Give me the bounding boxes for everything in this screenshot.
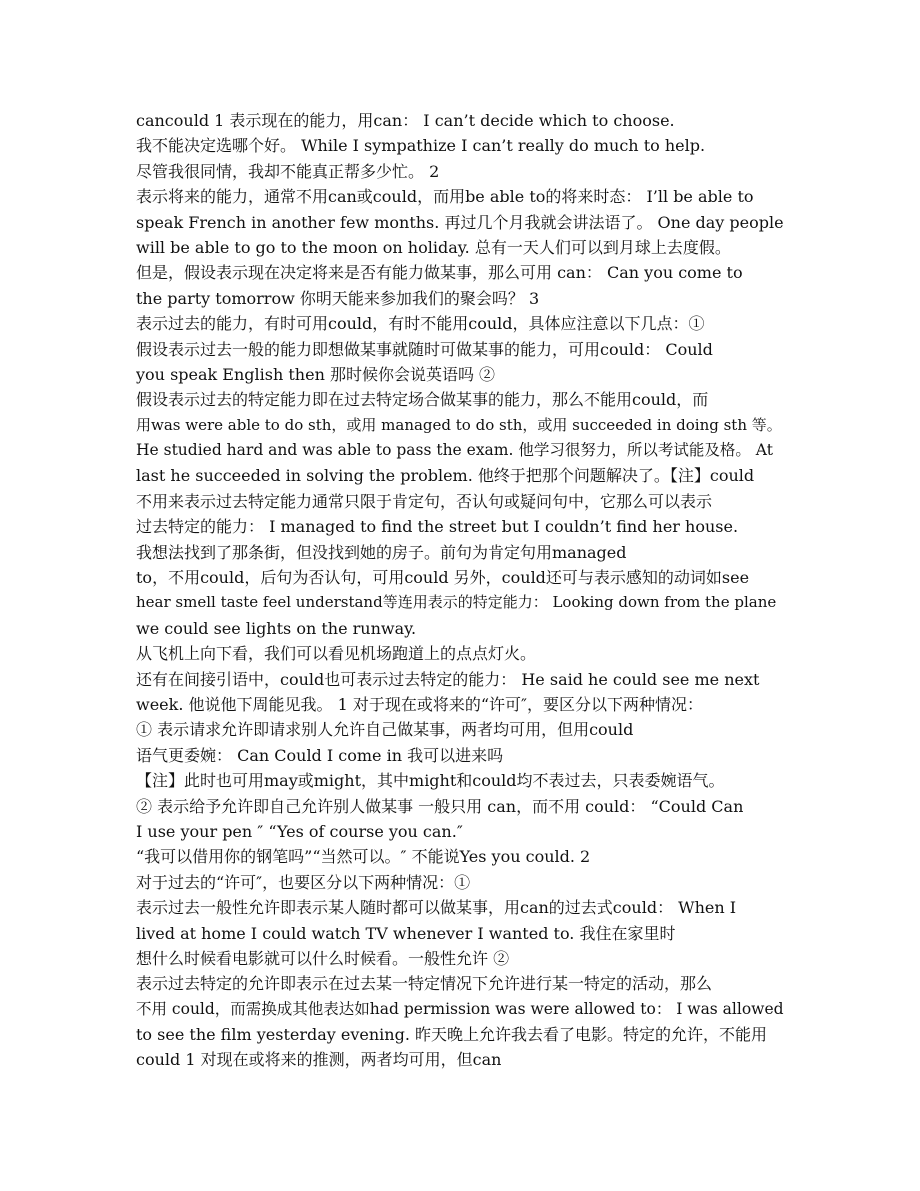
text-line: you speak English then 那时候你会说英语吗 ② — [136, 364, 496, 384]
document-body — [136, 108, 786, 1073]
text-line: 不用 could，而需换成其他表达如had permission was were allowed to： I was allowed — [136, 999, 784, 1018]
text-line: speak French in another few months. 再过几个月我就会讲法语了。 One day people — [136, 212, 784, 232]
text-line: ② 表示给予允许即自己允许别人做某事 一般只用 can，而不用 could： “Could Can — [136, 796, 744, 816]
text-line: 我不能决定选哪个好。 While I sympathize I can’t really do much to help. — [136, 136, 706, 156]
text-line: we could see lights on the runway. — [136, 618, 417, 638]
text-line: 表示过去特定的允许即表示在过去某一特定情况下允许进行某一特定的活动，那么 — [136, 974, 713, 994]
text-line: He studied hard and was able to pass the exam. 他学习很努力，所以考试能及格。 At — [136, 441, 773, 460]
text-line: 但是，假设表示现在决定将来是否有能力做某事，那么可用 can： Can you come to — [136, 263, 743, 283]
text-line: 不用来表示过去特定能力通常只限于肯定句，否认句或疑问句中，它那么可以表示 — [136, 491, 713, 511]
text-line: 假设表示过去一般的能力即想做某事就随时可做某事的能力，可用could： Could — [136, 339, 713, 359]
text-line: 【注】此时也可用may或might，其中might和could均不表过去，只表委婉语气。 — [136, 771, 725, 791]
text-line: I use your pen ″ “Yes of course you can.″ — [136, 821, 463, 841]
text-line: ① 表示请求允许即请求别人允许自己做某事，两者均可用，但用could — [136, 720, 634, 740]
text-line: week. 他说他下周能见我。 1 对于现在或将来的“许可″，要区分以下两种情况： — [136, 694, 704, 714]
text-line: “我可以借用你的钢笔吗”“当然可以。″ 不能说Yes you could. 2 — [136, 847, 591, 867]
text-line: 语气更委婉： Can Could I come in 我可以进来吗 — [136, 745, 504, 765]
text-line: 尽管我很同情，我却不能真正帮多少忙。 2 — [136, 161, 440, 181]
text-line: 用was were able to do sth，或用 managed to do sth，或用 succeeded in doing sth 等。 — [136, 415, 782, 434]
text-line: to，不用could，后句为否认句，可用could 另外，could还可与表示感知的动词如see — [136, 568, 750, 588]
text-line: 表示过去的能力，有时可用could，有时不能用could，具体应注意以下几点：① — [136, 314, 705, 334]
text-line: 表示将来的能力，通常不用can或could，而用be able to的将来时态： I’ll be able to — [136, 187, 754, 207]
text-line: hear smell taste feel understand等连用表示的特定能力： Looking down from the plane — [136, 593, 777, 612]
text-line: cancould 1 表示现在的能力，用can： I can’t decide which to choose. — [136, 111, 675, 130]
text-line: 过去特定的能力： I managed to find the street but I couldn’t find her house. — [136, 517, 739, 537]
text-line: 假设表示过去的特定能力即在过去特定场合做某事的能力，那么不能用could，而 — [136, 390, 709, 410]
text-line: lived at home I could watch TV whenever I wanted to. 我住在家里时 — [136, 923, 676, 943]
text-line: 还有在间接引语中，could也可表示过去特定的能力： He said he could see me next — [136, 669, 760, 689]
text-line: last he succeeded in solving the problem. 他终于把那个问题解决了。【注】could — [136, 466, 755, 486]
text-line: 对于过去的“许可″，也要区分以下两种情况：① — [136, 872, 471, 892]
text-line: 从飞机上向下看，我们可以看见机场跑道上的点点灯火。 — [136, 644, 537, 664]
text-line: could 1 对现在或将来的推测，两者均可用，但can — [136, 1050, 502, 1070]
text-line: 表示过去一般性允许即表示某人随时都可以做某事，用can的过去式could： When I — [136, 898, 737, 918]
text-line: 想什么时候看电影就可以什么时候看。一般性允许 ② — [136, 948, 510, 968]
text-line: the party tomorrow 你明天能来参加我们的聚会吗？ 3 — [136, 288, 540, 308]
text-line: to see the film yesterday evening. 昨天晚上允许我去看了电影。特定的允许，不能用 — [136, 1025, 768, 1045]
text-line: will be able to go to the moon on holiday. 总有一天人们可以到月球上去度假。 — [136, 237, 731, 257]
text-line: 我想法找到了那条街，但没找到她的房子。前句为肯定句用managed — [136, 542, 627, 562]
